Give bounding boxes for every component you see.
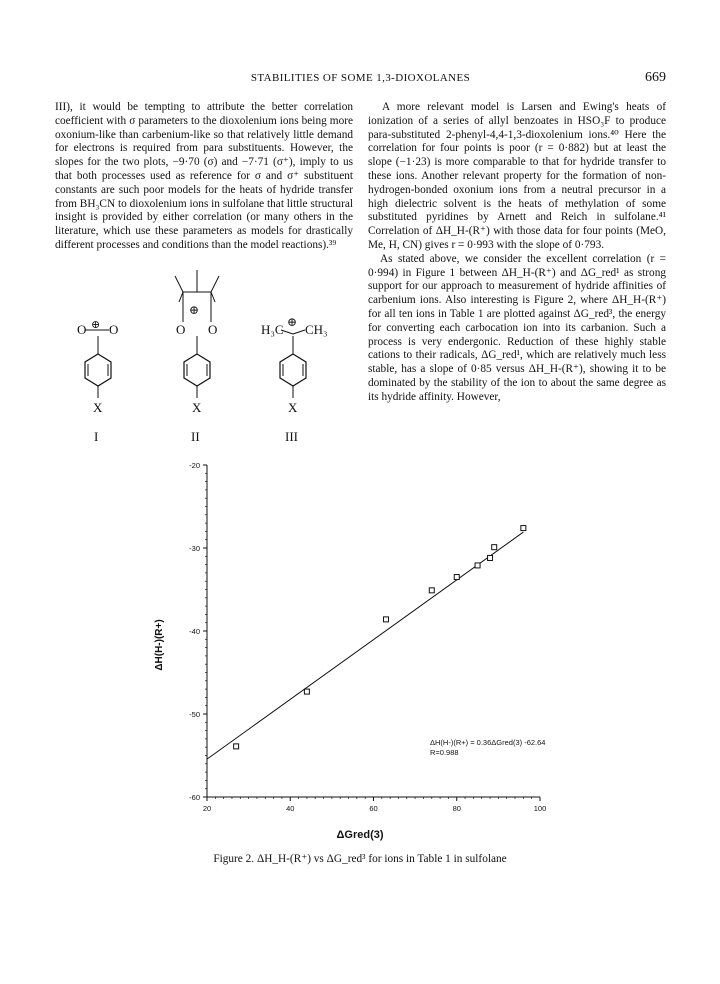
x-tick-label: 80 [452, 804, 461, 813]
y-axis-label: ΔH(H-)(R+) [154, 619, 165, 671]
structure-iii-right-group: CH₃ [305, 322, 328, 337]
scatter-chart [140, 455, 580, 875]
y-tick-label: -40 [189, 627, 200, 636]
structure-i [77, 319, 118, 444]
left-paragraph: III), it would be tempting to attribute the better correlation coefficient with σ parameters to the dioxolenium ions being more oxonium-like than carbenium-like so that relatively little demand for electrons is required from para substituents. However, the slopes for the two plots, −9·70 (σ) and −7·71 (σ⁺), imply to us that both processes used as reference for σ and σ⁺ substituent constants are such poor models for the heats of hydride transfer from BH₃CN to dioxolenium ions in sulfolane that little structural insight is provided by either correlation (or many others in the literature, which use these parameters as models for drastically different processes and conditions than the model reactions).³⁹ [55, 101, 353, 251]
y-tick-label: -30 [189, 544, 200, 553]
y-tick-label: -60 [189, 793, 200, 802]
running-title: STABILITIES OF SOME 1,3-DIOXOLANES [250, 72, 471, 84]
structure-ii-left-group: O [176, 322, 186, 337]
structure-ii-right-group: O [208, 322, 218, 337]
x-tick-label: 100 [533, 804, 547, 813]
structure-iii-substituent: X [288, 400, 298, 415]
right-paragraph-2: As stated above, we consider the excellent correlation (r = 0·994) in Figure 1 between ΔH_H-(R⁺) and ΔG_red¹ as strong support for our approach to measurement of hydride affinities of carbenium ions. Also interesting is Figure 2, where ΔH_H-(R⁺) for all ten ions in Table 1 are plotted against ΔG_red³, the energy for converting each carbocation ion into its carbanion. Such a process is very endergonic. Reduction of these highly stable cations to their radicals, ΔG_red¹, which are relatively much less stable, has a slope of 0·85 versus ΔH_H-(R⁺), showing it to be dominated by the stability of the ion to about the same degree as its hydride affinity. However, [368, 252, 666, 403]
structure-ii [175, 270, 219, 444]
right-paragraph-1: A more relevant model is Larsen and Ewing's heats of ionization of a series of allyl benzoates in HSO₃F to produce para-substituted 2-phenyl-4,4-1,3-dioxolenium ions.⁴⁰ Here the correlation for four points is poor (r = 0·882) but at least the slope (−1·23) is more comparable to that for hydride transfer to these ions. Another relevant property for the formation of non-hydrogen-bonded oxonium ions from a neutral precursor in a high dielectric solvent is the heats of methylation of some substituted pyridines by Arnett and Reich in sulfolane.⁴¹ Correlation of ΔH_H-(R⁺) with those data for four points (MeO, Me, H, CN) gives r = 0·993 with the slope of 0·793. [368, 101, 666, 251]
y-tick-label: -50 [189, 710, 200, 719]
fit-equation: ΔH(H-)(R+) = 0.36ΔGred(3) -62.64 [430, 738, 546, 747]
data-point [488, 555, 493, 560]
data-point [475, 563, 480, 568]
data-point [304, 689, 309, 694]
data-point [454, 575, 459, 580]
figure-2 [140, 455, 580, 875]
data-point [383, 617, 388, 622]
x-tick-label: 20 [202, 804, 212, 813]
structure-i-substituent: X [93, 400, 103, 415]
x-axis-label: ΔGred(3) [336, 829, 384, 841]
structure-ii-substituent: X [192, 400, 202, 415]
data-point [492, 545, 497, 550]
fit-r-value: R=0.988 [430, 748, 459, 757]
chemical-structures [55, 264, 353, 444]
structure-iii-label: III [285, 429, 298, 444]
page-number: 669 [645, 70, 666, 85]
structure-ii-charge: ⊕ [189, 303, 200, 317]
structure-i-charge: ⊕ [91, 319, 101, 331]
structure-iii-charge: ⊕ [287, 315, 298, 329]
x-tick-label: 60 [369, 804, 378, 813]
structure-ii-label: II [191, 429, 200, 444]
data-point [521, 526, 526, 531]
page-header [55, 72, 666, 88]
structure-i-left-group: O [77, 322, 87, 337]
x-tick-label: 40 [286, 804, 295, 813]
figure-caption: Figure 2. ΔH_H-(R⁺) vs ΔG_red³ for ions in Table 1 in sulfolane [213, 853, 507, 865]
structure-iii-left-group: H₃C [261, 322, 284, 337]
y-tick-label: -20 [189, 461, 200, 470]
structure-i-label: I [94, 429, 99, 444]
left-column [55, 101, 353, 253]
structure-iii [261, 315, 328, 444]
data-point [429, 588, 434, 593]
data-point [234, 744, 239, 749]
right-column [368, 101, 666, 405]
structure-i-right-group: O [109, 322, 119, 337]
